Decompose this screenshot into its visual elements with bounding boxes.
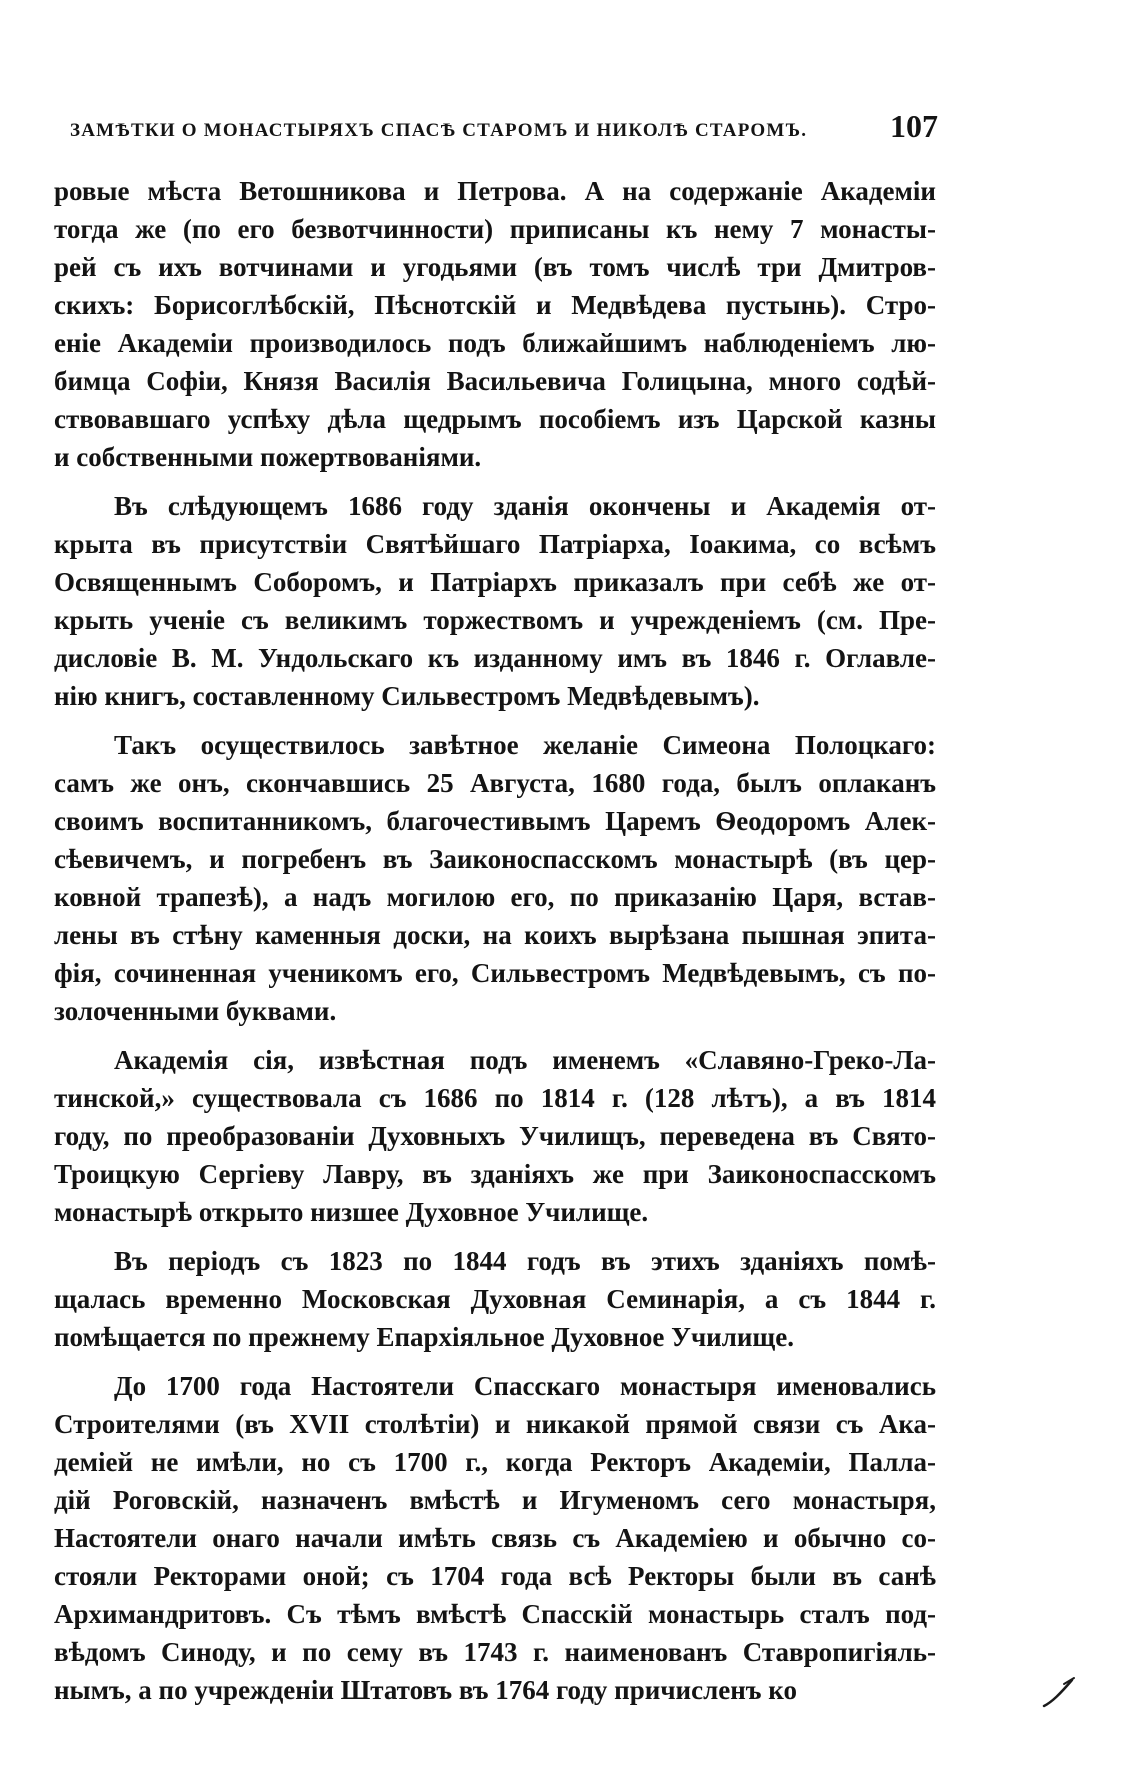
paragraph xyxy=(54,172,936,476)
page-number: 107 xyxy=(890,108,938,144)
paragraph xyxy=(54,487,936,715)
text-line: помѣщается по прежнему Епархіяльное Духовное Училище. xyxy=(54,1322,794,1352)
text-line: году, по преобразованіи Духовныхъ Училищъ, переведена въ Свято- xyxy=(54,1121,936,1151)
body-text xyxy=(54,172,936,1720)
text-line: тинской,» существовала съ 1686 по 1814 г. (128 лѣтъ), а въ 1814 xyxy=(54,1083,936,1113)
text-line: Освященнымъ Соборомъ, и Патріархъ приказалъ при себѣ же от- xyxy=(54,567,936,597)
text-line: фія, сочиненная ученикомъ его, Сильвестромъ Медвѣдевымъ, съ по- xyxy=(54,958,936,988)
text-line: дисловіе В. М. Ундольскаго къ изданному имъ въ 1846 г. Оглавле- xyxy=(54,643,936,673)
text-line: Такъ осуществилось завѣтное желаніе Симеона Полоцкаго: xyxy=(114,730,936,760)
text-line: Въ періодъ съ 1823 по 1844 годъ въ этихъ зданіяхъ помѣ- xyxy=(114,1246,936,1276)
text-line: Настоятели онаго начали имѣть связь съ Академіею и обычно со- xyxy=(54,1523,936,1553)
text-line: бимца Софіи, Князя Василія Васильевича Голицына, много содѣй- xyxy=(54,366,936,396)
text-line: лены въ стѣну каменныя доски, на коихъ вырѣзана пышная эпита- xyxy=(54,920,936,950)
text-line: ствовавшаго успѣху дѣла щедрымъ пособіемъ изъ Царской казны xyxy=(54,404,936,434)
text-line: крыть ученіе съ великимъ торжествомъ и учрежденіемъ (см. Пре- xyxy=(54,605,936,635)
paragraph xyxy=(54,1367,936,1709)
text-line: золоченными буквами. xyxy=(54,996,337,1026)
text-line: Архимандритовъ. Съ тѣмъ вмѣстѣ Спасскій монастырь сталъ под- xyxy=(54,1599,936,1629)
text-line: ровые мѣста Ветошникова и Петрова. А на содержаніе Академіи xyxy=(54,176,936,206)
text-line: деміей не имѣли, но съ 1700 г., когда Ректоръ Академіи, Палла- xyxy=(54,1447,936,1477)
text-line: щалась временно Московская Духовная Семинарія, а съ 1844 г. xyxy=(54,1284,936,1314)
text-line: рей съ ихъ вотчинами и угодьями (въ томъ числѣ три Дмитров- xyxy=(54,252,936,282)
pen-mark-icon xyxy=(1040,1672,1080,1712)
text-line: До 1700 года Настоятели Спасскаго монастыря именовались xyxy=(114,1371,936,1401)
text-line: вѣдомъ Синоду, и по сему въ 1743 г. наименованъ Ставропигіяль- xyxy=(54,1637,936,1667)
paragraph xyxy=(54,1242,936,1356)
text-line: тогда же (по его безвотчинности) приписаны къ нему 7 монасты- xyxy=(54,214,936,244)
text-line: своимъ воспитанникомъ, благочестивымъ Царемъ Ѳеодоромъ Алек- xyxy=(54,806,936,836)
text-line: еніе Академіи производилось подъ ближайшимъ наблюденіемъ лю- xyxy=(54,328,936,358)
paragraph xyxy=(54,1041,936,1231)
paragraph xyxy=(54,726,936,1030)
text-line: нію книгъ, составленному Сильвестромъ Медвѣдевымъ). xyxy=(54,681,760,711)
text-line: дій Роговскій, назначенъ вмѣстѣ и Игуменомъ сего монастыря, xyxy=(54,1485,936,1515)
running-head-title: ЗАМѢТКИ О МОНАСТЫРЯХЪ СПАСѢ СТАРОМЪ И НИКОЛѢ СТАРОМЪ. xyxy=(70,120,808,141)
text-line: Въ слѣдующемъ 1686 году зданія окончены и Академія от- xyxy=(114,491,936,521)
text-line: нымъ, а по учрежденіи Штатовъ въ 1764 году причисленъ ко xyxy=(54,1675,797,1705)
text-line: самъ же онъ, скончавшись 25 Августа, 1680 года, былъ оплаканъ xyxy=(54,768,936,798)
text-line: Троицкую Сергіеву Лавру, въ зданіяхъ же при Заиконоспасскомъ xyxy=(54,1159,936,1189)
text-line: Строителями (въ XVII столѣтіи) и никакой прямой связи съ Ака- xyxy=(54,1409,936,1439)
text-line: крыта въ присутствіи Святѣйшаго Патріарха, Іоакима, со всѣмъ xyxy=(54,529,936,559)
text-line: монастырѣ открыто низшее Духовное Училище. xyxy=(54,1197,649,1227)
text-line: скихъ: Борисоглѣбскій, Пѣснотскій и Медвѣдева пустынь). Стро- xyxy=(54,290,936,320)
text-line: стояли Ректорами оной; съ 1704 года всѣ Ректоры были въ санѣ xyxy=(54,1561,936,1591)
text-line: сѣевичемъ, и погребенъ въ Заиконоспасскомъ монастырѣ (въ цер- xyxy=(54,844,936,874)
text-line: и собственными пожертвованіями. xyxy=(54,442,482,472)
text-line: Академія сія, извѣстная подъ именемъ «Славяно-Греко-Ла- xyxy=(114,1045,936,1075)
text-line: ковной трапезѣ), а надъ могилою его, по приказанію Царя, встав- xyxy=(54,882,936,912)
running-head xyxy=(70,108,938,152)
